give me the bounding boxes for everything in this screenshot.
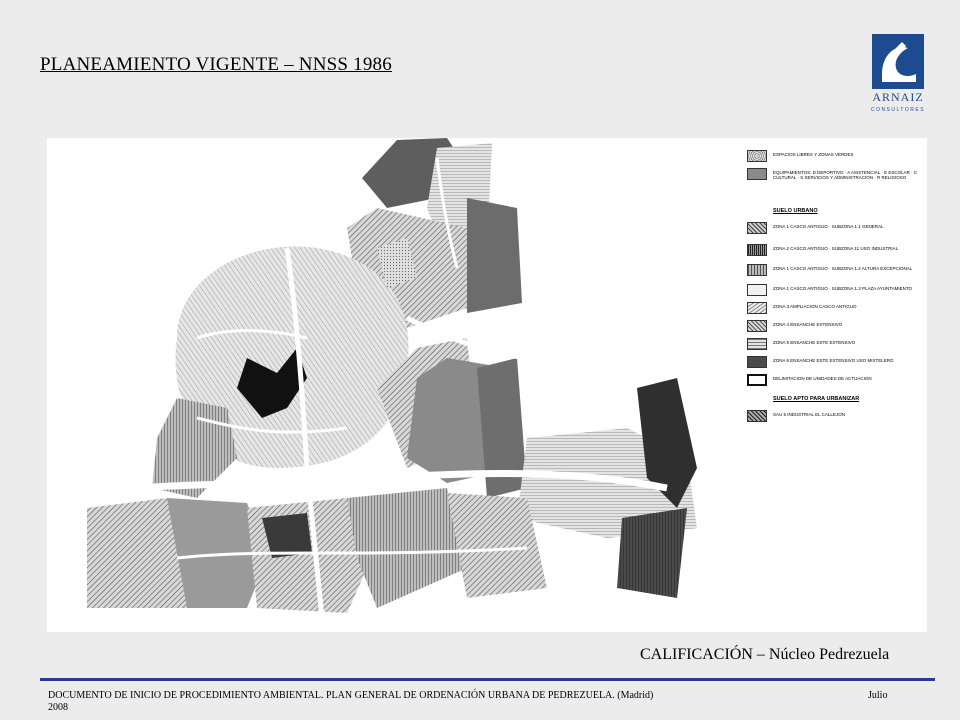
- legend-item: ZONA 1 CASCO ANTIGUO · SUBZONA 1.2 ALTURA EXCEPCIONAL: [741, 264, 927, 278]
- legend-item: ZONA 1 CASCO ANTIGUO · SUBZONA 1.1 GENERAL: [741, 222, 927, 236]
- legend-item: ZONA 2 CASCO ANTIGUO · SUBZONA 11 USO INDUSTRIAL: [741, 244, 927, 258]
- legend-item: ZONA 5 ENSANCHE ESTE EXTENSIVO: [741, 338, 927, 352]
- legend-item: ZONA 1 CASCO ANTIGUO · SUBZONA 1.3 PLAZA AYUNTAMIENTO: [741, 284, 927, 298]
- map-legend: [741, 138, 927, 438]
- company-logo: [868, 30, 928, 120]
- zone-sau-5: [617, 508, 687, 598]
- footer-rule: [40, 678, 935, 681]
- footer: [48, 690, 928, 714]
- footer-year: 2008: [48, 702, 68, 713]
- logo-subtitle: CONSULTORES: [870, 107, 926, 113]
- legend-item: ESPACIOS LIBRES Y ZONAS VERDES: [741, 150, 927, 164]
- legend-item: EQUIPAMIENTOS: D DEPORTIVO · A ASISTENCIAL · E ESCOLAR · C CULTURAL · S SERVICIOS Y ADMINISTRACION · R RELIGIOSO: [741, 168, 927, 194]
- zone-north-east: [467, 198, 522, 313]
- legend-item: ZONA 6 ENSANCHE ESTE EXTENSIVO USO MIXTELERO: [741, 356, 927, 370]
- zone-south-mid: [347, 488, 467, 608]
- page-title: PLANEAMIENTO VIGENTE – NNSS 1986: [40, 54, 392, 75]
- legend-heading: SUELO APTO PARA URBANIZAR: [773, 396, 860, 402]
- map-caption: CALIFICACIÓN – Núcleo Pedrezuela: [640, 646, 890, 663]
- legend-item: ZONA 3 AMPLIACION CASCO ANTIGUO: [741, 302, 927, 316]
- legend-heading: SUELO URBANO: [773, 208, 818, 214]
- legend-item: SAU 5 INDUSTRIAL EL CALLEJON: [741, 410, 927, 424]
- legend-item: ZONA 4 ENSANCHE EXTENSIVO: [741, 320, 927, 334]
- zoning-map: [47, 138, 927, 632]
- logo-mark-icon: [872, 34, 924, 89]
- logo-brand: ARNAIZ: [872, 90, 924, 104]
- footer-text: DOCUMENTO DE INICIO DE PROCEDIMIENTO AMBIENTAL. PLAN GENERAL DE ORDENACIÓN URBANA DE PEDREZUELA. (Madrid): [48, 690, 654, 701]
- footer-month: Julio: [868, 690, 888, 701]
- legend-item: DELIMITACION DE UNIDADES DE ACTUACION: [741, 374, 927, 388]
